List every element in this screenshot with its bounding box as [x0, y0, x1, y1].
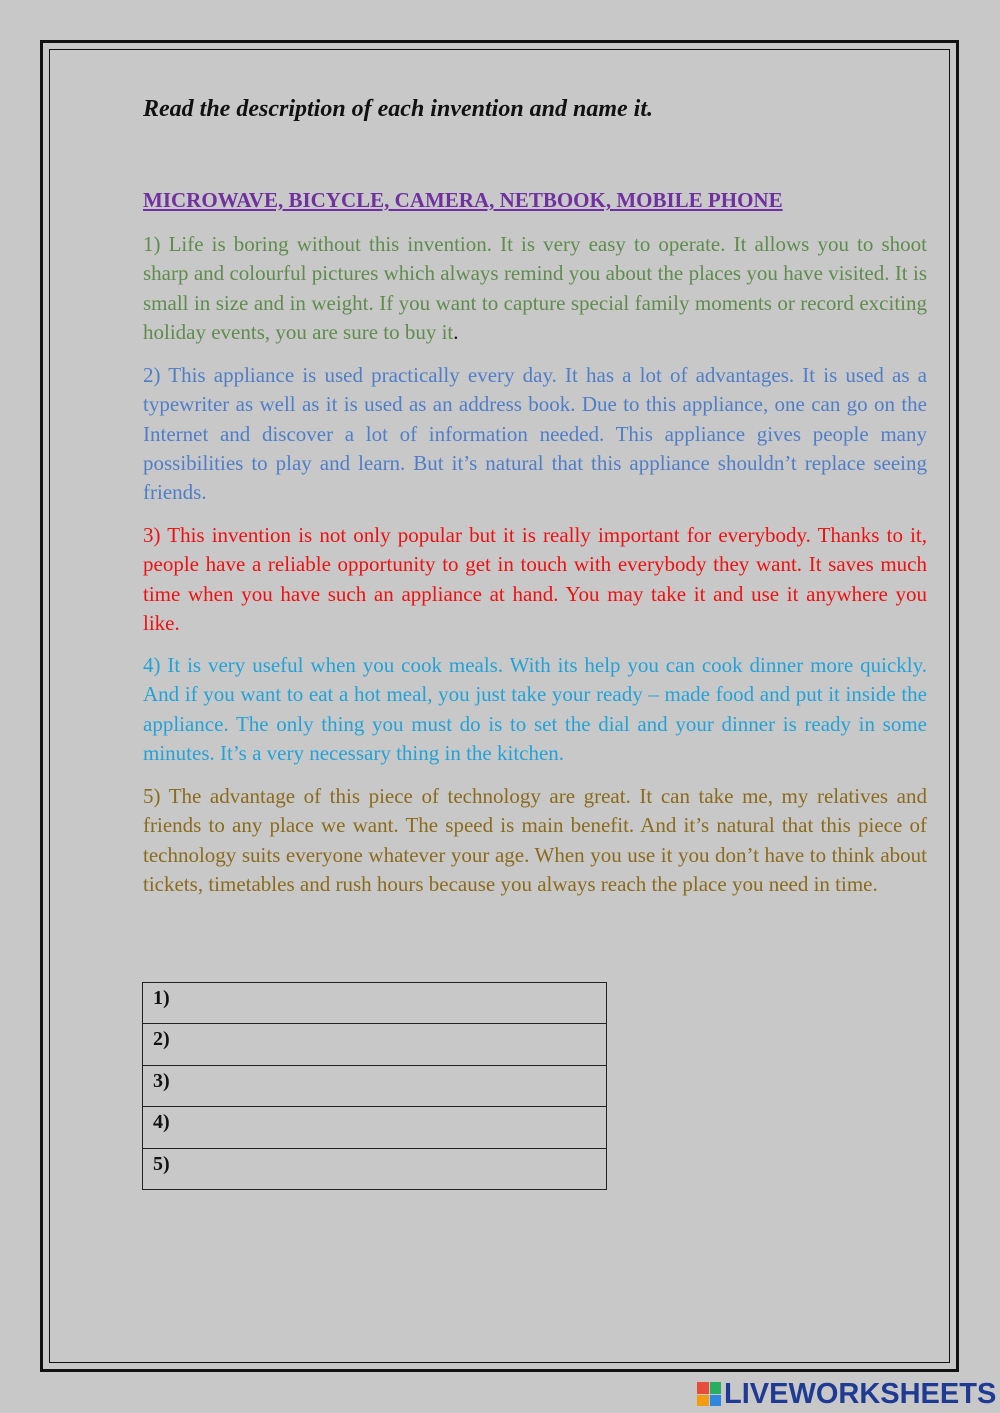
- paragraph-1-text: 1) Life is boring without this invention. It is very easy to operate. It allows you to shoot sharp and colourful pictures which always remind you about the places you have visited. It is small in size and in weight. If you want to capture special family moments or record exciting holiday events, you are sure to buy it: [143, 232, 927, 344]
- answer-row[interactable]: [143, 1107, 607, 1148]
- paragraph-5: 5) The advantage of this piece of technology are great. It can take me, my relatives and friends to any place we want. The speed is main benefit. And it’s natural that this piece of technology suits everyone whatever your age. When you use it you don’t have to think about tickets, timetables and rush hours because you always reach the place you need in time.: [143, 784, 927, 896]
- answer-row[interactable]: [143, 1065, 607, 1106]
- logo-square-1: [697, 1382, 709, 1394]
- liveworksheets-logo: [697, 1378, 996, 1410]
- paragraph-4: 4) It is very useful when you cook meals. With its help you can cook dinner more quickly. And if you want to eat a hot meal, you just take your ready – made food and put it inside the appliance. The only thing you must do is to set the dial and your dinner is ready in some minutes. It’s a very necessary thing in the kitchen.: [143, 653, 927, 765]
- instruction-heading: Read the description of each invention and name it.: [143, 96, 654, 122]
- answer-cell-3[interactable]: 3): [143, 1065, 607, 1106]
- paragraph-3: 3) This invention is not only popular but it is really important for everybody. Thanks to it, people have a reliable opportunity to get in touch with everybody they want. It saves much time when you have such an appliance at hand. You may take it and use it anywhere you like.: [143, 523, 927, 635]
- answer-row[interactable]: [143, 983, 607, 1024]
- answer-cell-4[interactable]: 4): [143, 1107, 607, 1148]
- liveworksheets-wordmark: LIVEWORKSHEETS: [724, 1377, 997, 1410]
- answer-row[interactable]: [143, 1024, 607, 1065]
- answer-cell-5[interactable]: 5): [143, 1148, 607, 1189]
- answer-table: [142, 982, 607, 1190]
- liveworksheets-logo-icon: [697, 1382, 721, 1406]
- paragraph-1: [143, 230, 927, 347]
- answer-cell-1[interactable]: 1): [143, 983, 607, 1024]
- paragraph-1-end: .: [453, 319, 459, 344]
- answer-row[interactable]: [143, 1148, 607, 1189]
- logo-square-3: [697, 1395, 709, 1407]
- logo-square-4: [710, 1395, 722, 1407]
- word-bank: MICROWAVE, BICYCLE, CAMERA, NETBOOK, MOBILE PHONE: [143, 188, 783, 212]
- answer-cell-2[interactable]: 2): [143, 1024, 607, 1065]
- logo-square-2: [710, 1382, 722, 1394]
- paragraph-2: 2) This appliance is used practically every day. It has a lot of advantages. It is used as a typewriter as well as it is used as an address book. Due to this appliance, one can go on the Internet and discover a lot of information needed. This appliance gives people many possibilities to play and learn. But it’s natural that this appliance shouldn’t replace seeing friends.: [143, 363, 927, 505]
